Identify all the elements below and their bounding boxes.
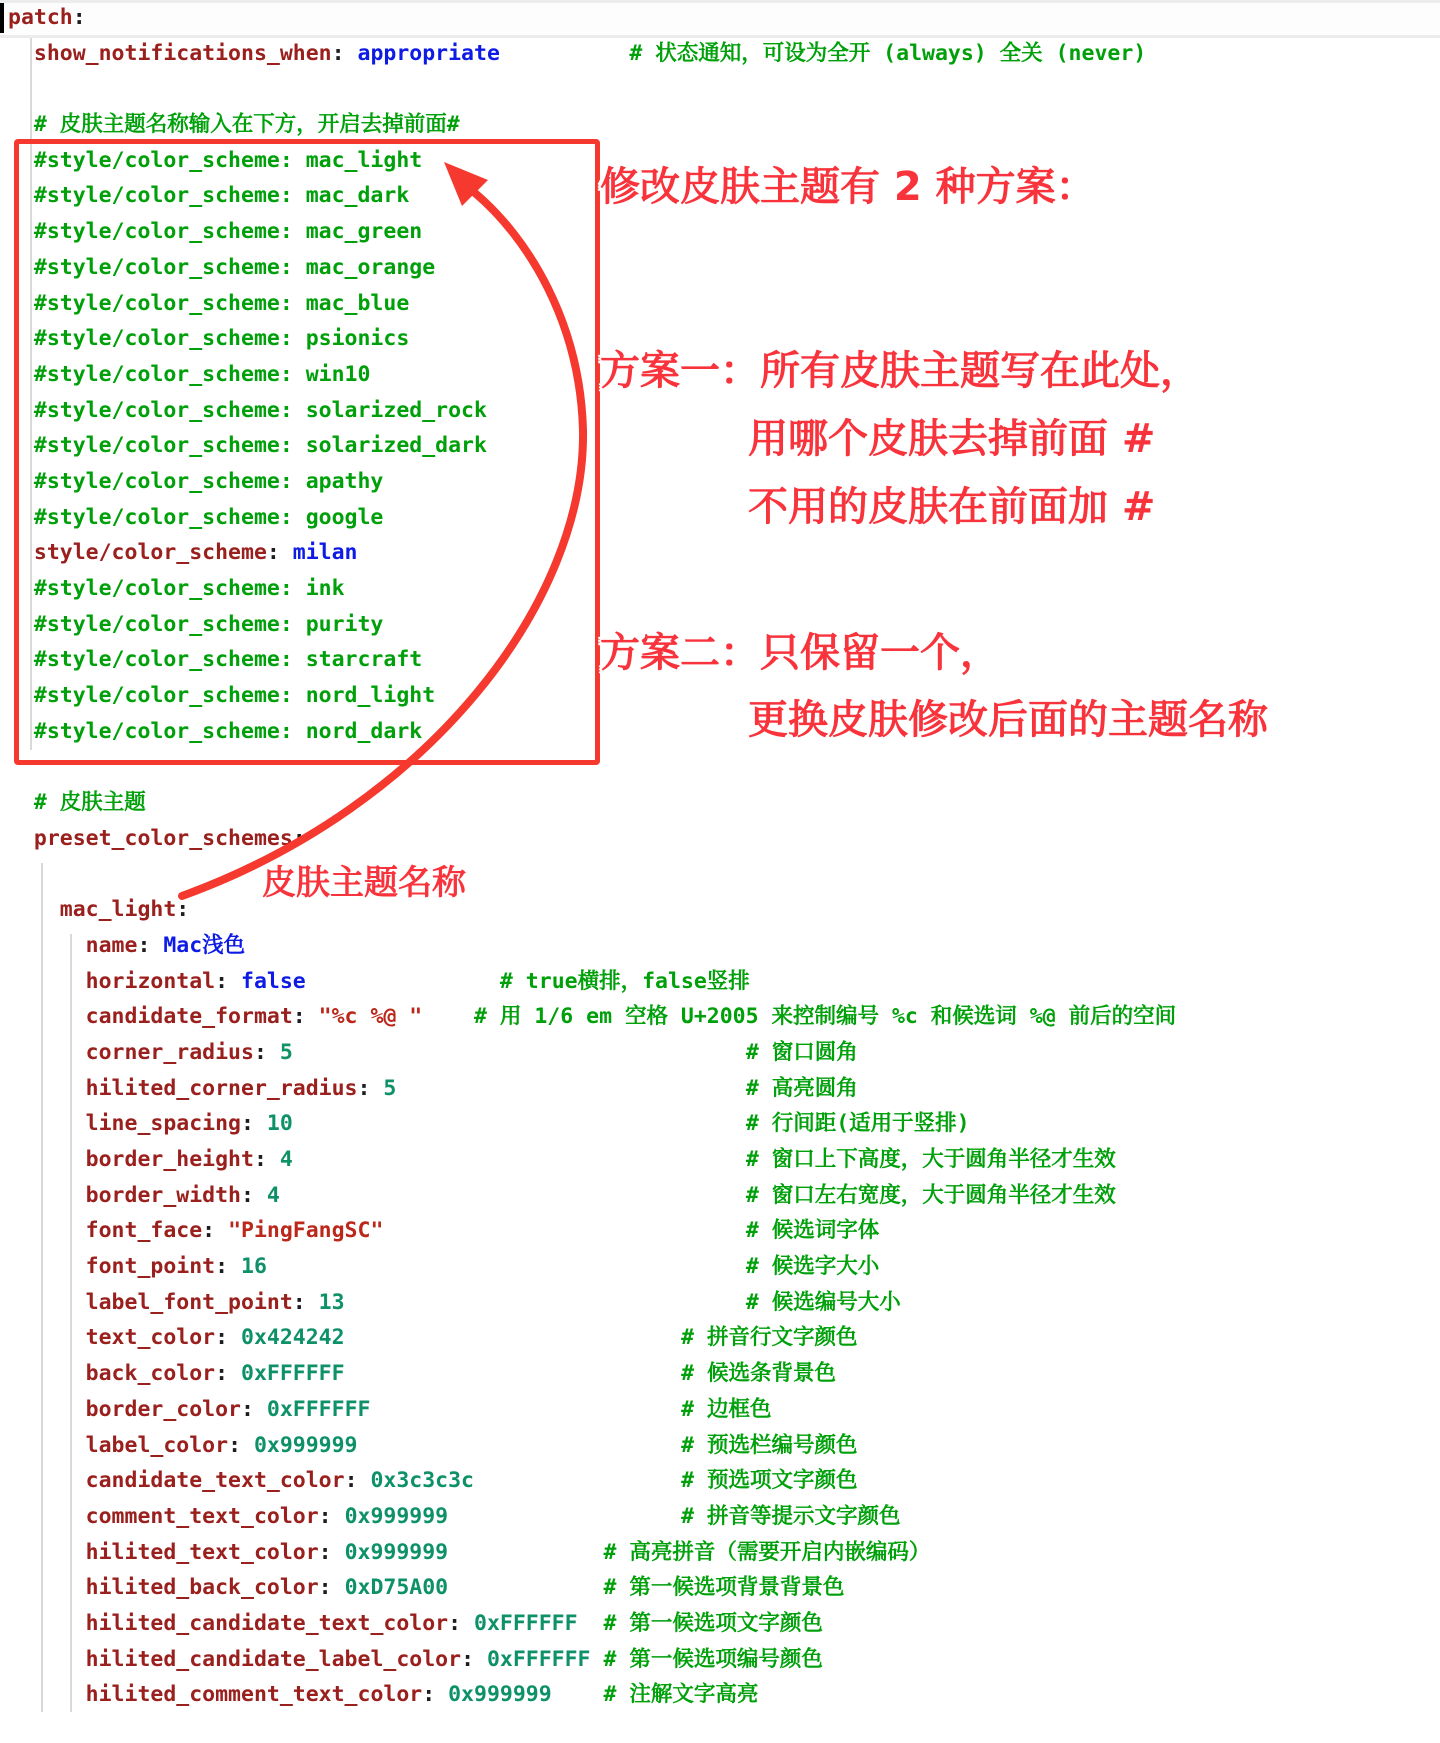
code-line[interactable]: horizontal: false # true横排，false竖排	[85, 968, 750, 994]
code-line[interactable]: mac_light:	[59, 897, 190, 923]
code-line[interactable]	[8, 71, 1176, 107]
code-line[interactable]: #style/color_scheme: starcraft	[33, 647, 423, 673]
code-line[interactable]: #style/color_scheme: google	[33, 504, 384, 530]
code-line[interactable]: #style/color_scheme: ink	[33, 576, 345, 601]
code-line[interactable]: hilited_candidate_text_color: 0xFFFFFF # 第一候选项文字颜色	[85, 1610, 823, 1636]
code-line[interactable]: # 皮肤主题	[33, 790, 146, 816]
code-line[interactable]: #style/color_scheme: nord_dark	[33, 718, 423, 744]
color-scheme-annotation-box	[14, 139, 600, 765]
annotation-plan2-line2: 更换皮肤修改后面的主题名称	[748, 697, 1268, 743]
code-line[interactable]: label_color: 0x999999 # 预选栏编号颜色	[85, 1432, 858, 1458]
code-line[interactable]: #style/color_scheme: mac_blue	[33, 290, 410, 316]
code-line[interactable]: style/color_scheme: milan	[33, 540, 358, 566]
code-line[interactable]: name: Mac浅色	[85, 932, 246, 958]
code-line[interactable]: #style/color_scheme: nord_light	[33, 683, 436, 709]
code-line[interactable]: #style/color_scheme: win10	[33, 361, 371, 387]
annotation-skin-name: 皮肤主题名称	[262, 863, 466, 903]
code-line[interactable]: hilited_back_color: 0xD75A00 # 第一候选项背景背景色	[85, 1575, 845, 1601]
code-line[interactable]: border_width: 4 # 窗口左右宽度，大于圆角半径才生效	[85, 1182, 1116, 1208]
code-line[interactable]: hilited_corner_radius: 5 # 高亮圆角	[85, 1075, 858, 1101]
code-line[interactable]: hilited_candidate_label_color: 0xFFFFFF # 第一候选项编号颜色	[85, 1646, 823, 1672]
code-line[interactable]: #style/color_scheme: mac_orange	[33, 254, 436, 280]
annotation-plan2-line1: 方案二：只保留一个，	[600, 630, 1000, 676]
code-line[interactable]: hilited_text_color: 0x999999 # 高亮拼音（需要开启内嵌编码）	[85, 1539, 931, 1565]
annotation-plan1-line1: 方案一：所有皮肤主题写在此处，	[600, 348, 1200, 394]
code-line[interactable]: border_color: 0xFFFFFF # 边框色	[85, 1396, 772, 1422]
code-line[interactable]: # 皮肤主题名称输入在下方，开启去掉前面#	[33, 112, 460, 138]
code-line[interactable]: font_point: 16 # 候选字大小	[85, 1254, 880, 1280]
code-line[interactable]: candidate_format: "%c %@ " # 用 1/6 em 空格 U+2005 来控制编号 %c 和候选词 %@ 前后的空间	[85, 1004, 1177, 1030]
code-line[interactable]: #style/color_scheme: mac_light	[33, 147, 423, 173]
code-line[interactable]: border_height: 4 # 窗口上下高度，大于圆角半径才生效	[85, 1147, 1116, 1172]
code-line[interactable]: comment_text_color: 0x999999 # 拼音等提示文字颜色	[85, 1503, 901, 1529]
code-line[interactable]: #style/color_scheme: solarized_dark	[33, 433, 487, 459]
code-line[interactable]: #style/color_scheme: psionics	[33, 326, 410, 352]
code-line[interactable]: corner_radius: 5 # 窗口圆角	[85, 1039, 858, 1065]
code-line[interactable]: #style/color_scheme: apathy	[33, 468, 384, 494]
code-line[interactable]: #style/color_scheme: purity	[33, 611, 384, 637]
code-line[interactable]: show_notifications_when: appropriate # 状态通知，可设为全开 (always) 全关 (never)	[33, 40, 1147, 66]
code-line[interactable]: candidate_text_color: 0x3c3c3c # 预选项文字颜色	[85, 1468, 858, 1494]
code-line[interactable]: patch:	[8, 5, 86, 30]
annotation-plan1-line2: 用哪个皮肤去掉前面 #	[748, 416, 1156, 462]
text-cursor	[0, 3, 4, 33]
code-line[interactable]: label_font_point: 13 # 候选编号大小	[85, 1289, 901, 1315]
annotation-title: 修改皮肤主题有 2 种方案：	[600, 164, 1096, 210]
code-line[interactable]: #style/color_scheme: mac_green	[33, 219, 423, 245]
code-line[interactable]: #style/color_scheme: mac_dark	[33, 183, 410, 209]
code-line[interactable]: font_face: "PingFangSC" # 候选词字体	[85, 1218, 880, 1244]
code-line[interactable]: preset_color_schemes:	[33, 825, 306, 851]
code-line[interactable]	[8, 857, 1176, 893]
code-line[interactable]: hilited_comment_text_color: 0x999999 # 注解文字高亮	[85, 1682, 759, 1708]
code-line[interactable]: text_color: 0x424242 # 拼音行文字颜色	[85, 1325, 858, 1351]
annotation-plan1-line3: 不用的皮肤在前面加 #	[748, 484, 1156, 530]
code-line[interactable]: #style/color_scheme: solarized_rock	[33, 397, 487, 423]
code-line[interactable]: line_spacing: 10 # 行间距(适用于竖排)	[85, 1111, 970, 1137]
code-line[interactable]: back_color: 0xFFFFFF # 候选条背景色	[85, 1361, 837, 1387]
